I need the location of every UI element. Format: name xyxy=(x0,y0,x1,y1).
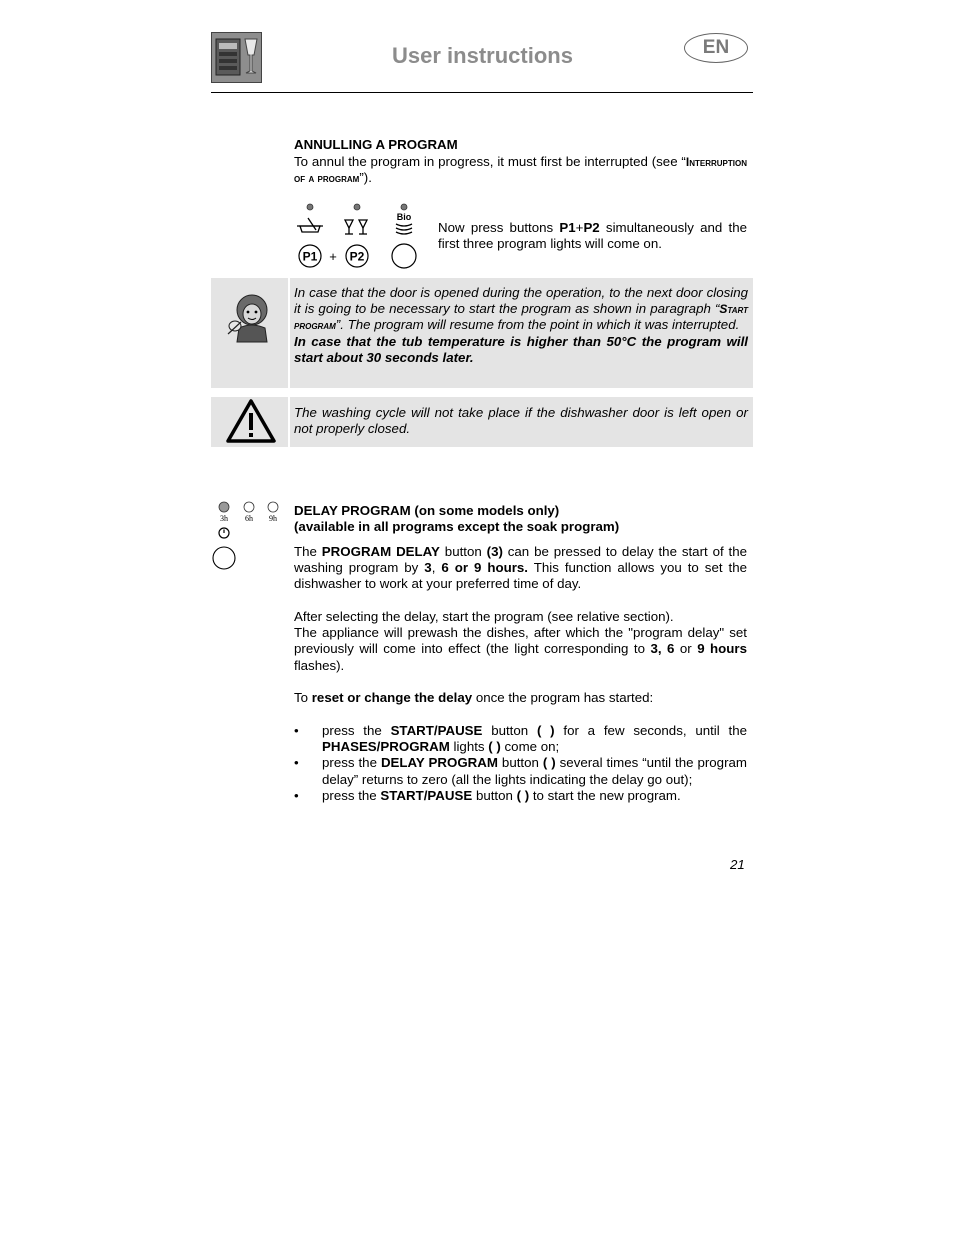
note-box xyxy=(290,278,753,388)
warning-triangle-icon xyxy=(211,397,288,447)
p2-hours-9: 9 hours xyxy=(697,641,747,657)
p2-text-e: flashes). xyxy=(294,657,345,673)
annul-heading: ANNULLING A PROGRAM xyxy=(294,137,458,152)
annul-key-p1: P1 xyxy=(559,220,576,235)
annul-intro xyxy=(294,154,747,186)
delay-steps-list xyxy=(294,723,747,804)
p1-text-c: button xyxy=(439,544,487,559)
step2-text-e: several times “until the program delay” returns to zero (all the lights indicating the delay go out); xyxy=(322,755,747,787)
step3-text-c: button xyxy=(472,787,517,803)
note-temperature-text: In case that the tub temperature is higher than 50°C the program will start about 30 seconds later. xyxy=(294,333,748,365)
step3-text-a: press the xyxy=(322,787,381,803)
step1-text-e: for a few seconds, until the xyxy=(554,723,747,738)
language-badge: EN xyxy=(684,33,748,63)
p2-text-a: The appliance will prewash the dishes, after which the "program delay" set previously will come into effect (the light corresponding to xyxy=(294,625,747,657)
p1-button-ref: (3) xyxy=(486,544,503,559)
glasses-icon xyxy=(345,220,367,234)
p3-text-c: once the program has started: xyxy=(472,690,654,705)
delay-paragraph-1 xyxy=(294,544,747,593)
delay-button[interactable] xyxy=(213,547,235,569)
delay-9h-light xyxy=(268,502,278,512)
page-number: 21 xyxy=(730,857,745,872)
step1-lights-ref: ( ) xyxy=(488,739,501,755)
step1-text-i: come on; xyxy=(500,739,560,755)
annul-intro-text: To annul the program in progress, it must first be interrupted (see “ xyxy=(294,154,686,169)
dishwasher-logo-icon xyxy=(211,32,262,83)
warning-box xyxy=(290,397,753,447)
annul-instruction-text: Now press buttons xyxy=(438,220,560,235)
step1-text-c: button xyxy=(482,723,537,738)
step1-text-a: press the xyxy=(322,723,391,738)
p3-reset-change: reset or change the delay xyxy=(311,690,473,705)
clock-icon xyxy=(219,528,229,538)
step2-button-ref: ( ) xyxy=(542,755,556,771)
p1-hours-6-9: 6 or 9 hours. xyxy=(441,560,529,576)
p3-text-a: To xyxy=(294,690,312,705)
p1-label: P1 xyxy=(302,249,318,264)
delay-label-3h: 3h xyxy=(220,514,228,523)
step1-start-pause: START/PAUSE xyxy=(390,723,483,738)
program-button[interactable] xyxy=(392,244,416,268)
note-text-end: ”. The program will resume from the point in which it was interrupted. xyxy=(335,317,740,333)
step3-start-pause: START/PAUSE xyxy=(380,787,473,803)
p2-line-1: After selecting the delay, start the program (see relative section). xyxy=(294,609,674,624)
bio-label: Bio xyxy=(396,212,412,222)
step1-button-ref: ( ) xyxy=(536,723,555,738)
p1-program-delay: PROGRAM DELAY xyxy=(321,544,440,559)
step2-delay-program: DELAY PROGRAM xyxy=(380,755,498,771)
p1-text-g: , xyxy=(431,560,442,576)
control-panel-illustration xyxy=(294,200,424,272)
header-divider xyxy=(211,92,753,93)
step2-text-c: button xyxy=(497,755,543,771)
page-title: User instructions xyxy=(392,43,573,68)
p2-hours-3-6: 3, 6 xyxy=(650,641,675,657)
annul-intro-reference: Interruption of a program xyxy=(294,155,747,186)
plus-sign: + xyxy=(329,249,337,264)
annul-intro-end: ”). xyxy=(359,170,372,186)
delay-3h-light xyxy=(219,502,229,512)
delay-label-6h: 6h xyxy=(245,514,253,523)
step2-text-a: press the xyxy=(322,755,381,771)
note-icon-cell xyxy=(211,278,288,388)
p1-text-a: The xyxy=(294,544,322,559)
p2-text-c: or xyxy=(674,641,698,657)
step3-text-e: to start the new program. xyxy=(529,787,681,803)
delay-panel-illustration xyxy=(211,500,288,570)
p1-text-i: This function allows you to set the dishwasher to work at your preferred time of day. xyxy=(294,560,747,592)
p2-button[interactable] xyxy=(346,245,368,267)
step1-text-g: lights xyxy=(449,739,489,755)
p1-hours-3: 3 xyxy=(424,560,432,576)
control-panel-drawing xyxy=(294,200,424,272)
p1-text-e: can be pressed to delay the start of the washing program by xyxy=(294,544,747,576)
p1-button[interactable] xyxy=(299,245,321,267)
step1-phases-program: PHASES/PROGRAM xyxy=(322,739,450,755)
annul-key-plus: + xyxy=(575,220,584,235)
warning-text: The washing cycle will not take place if the dishwasher door is left open or not properly closed. xyxy=(294,405,748,437)
p2-label: P2 xyxy=(349,249,365,264)
delay-paragraph-3 xyxy=(294,690,747,706)
note-reference: Start program xyxy=(294,302,748,333)
delay-heading: DELAY PROGRAM (on some models only) xyxy=(294,503,560,518)
step3-button-ref: ( ) xyxy=(516,787,530,803)
delay-label-9h: 9h xyxy=(269,514,277,523)
list-item xyxy=(294,755,747,787)
delay-paragraph-2 xyxy=(294,609,747,674)
delay-panel-drawing xyxy=(211,500,288,570)
annul-instruction-end: simultaneously and the first three program lights will come on. xyxy=(438,220,747,252)
cartoon-character-icon xyxy=(211,278,288,388)
list-item xyxy=(294,788,747,804)
warning-icon-cell xyxy=(211,397,288,447)
list-item xyxy=(294,723,747,755)
annul-instruction xyxy=(438,220,747,252)
delay-6h-light xyxy=(244,502,254,512)
note-text: In case that the door is opened during the operation, to the next door closing it is going to be necessary to start the program as shown in paragraph “ xyxy=(294,285,748,317)
bio-icon xyxy=(396,212,412,234)
delay-subheading: (available in all programs except the soak program) xyxy=(294,519,620,534)
annul-key-p2: P2 xyxy=(583,220,600,235)
pot-icon xyxy=(297,218,323,232)
